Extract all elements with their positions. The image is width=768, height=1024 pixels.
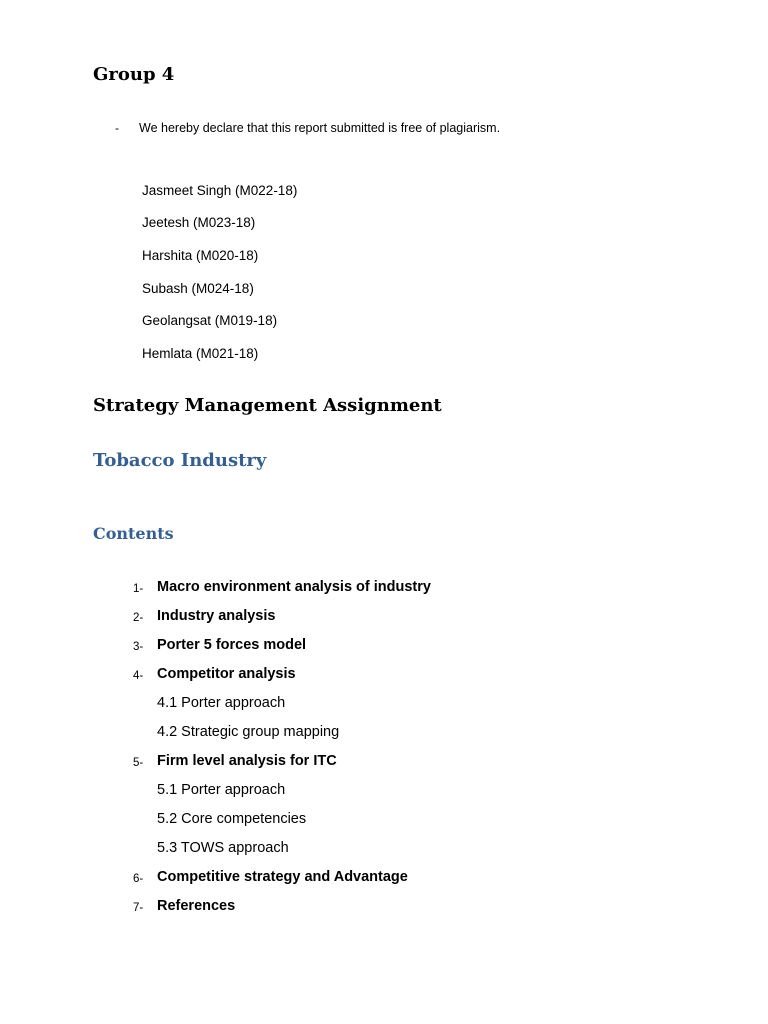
member-name: Hemlata (M021-18) xyxy=(142,346,259,361)
toc-number: 6- xyxy=(133,873,144,885)
toc-item: Macro environment analysis of industry xyxy=(157,579,431,595)
toc-number: 1- xyxy=(133,583,144,595)
member-name: Jeetesh (M023-18) xyxy=(142,215,256,230)
declaration-text: We hereby declare that this report submitted is free of plagiarism. xyxy=(139,121,501,135)
document-title: Strategy Management Assignment xyxy=(93,395,442,416)
group-title: Group 4 xyxy=(93,64,175,85)
contents-heading: Contents xyxy=(93,524,174,543)
toc-number: 5- xyxy=(133,757,144,769)
member-name: Geolangsat (M019-18) xyxy=(142,313,278,328)
toc-number: 3- xyxy=(133,641,144,653)
toc-subitem: 5.2 Core competencies xyxy=(157,811,307,827)
toc-subitem: 5.3 TOWS approach xyxy=(157,840,289,856)
toc-number: 4- xyxy=(133,670,144,682)
toc-subitem: 4.2 Strategic group mapping xyxy=(157,724,340,740)
toc-item: Industry analysis xyxy=(157,608,276,624)
toc-subitem: 5.1 Porter approach xyxy=(157,782,286,798)
toc-number: 7- xyxy=(133,902,144,914)
toc-item: Competitor analysis xyxy=(157,666,296,682)
toc-item: Competitive strategy and Advantage xyxy=(157,869,408,885)
toc-number: 2- xyxy=(133,612,144,624)
toc-item: References xyxy=(157,898,236,914)
member-name: Subash (M024-18) xyxy=(142,281,254,296)
member-name: Jasmeet Singh (M022-18) xyxy=(142,183,298,198)
document-subtitle: Tobacco Industry xyxy=(93,450,267,471)
toc-item: Porter 5 forces model xyxy=(157,637,307,653)
declaration-bullet: - xyxy=(115,121,119,135)
toc-item: Firm level analysis for ITC xyxy=(157,753,337,769)
toc-subitem: 4.1 Porter approach xyxy=(157,695,286,711)
member-name: Harshita (M020-18) xyxy=(142,248,259,263)
